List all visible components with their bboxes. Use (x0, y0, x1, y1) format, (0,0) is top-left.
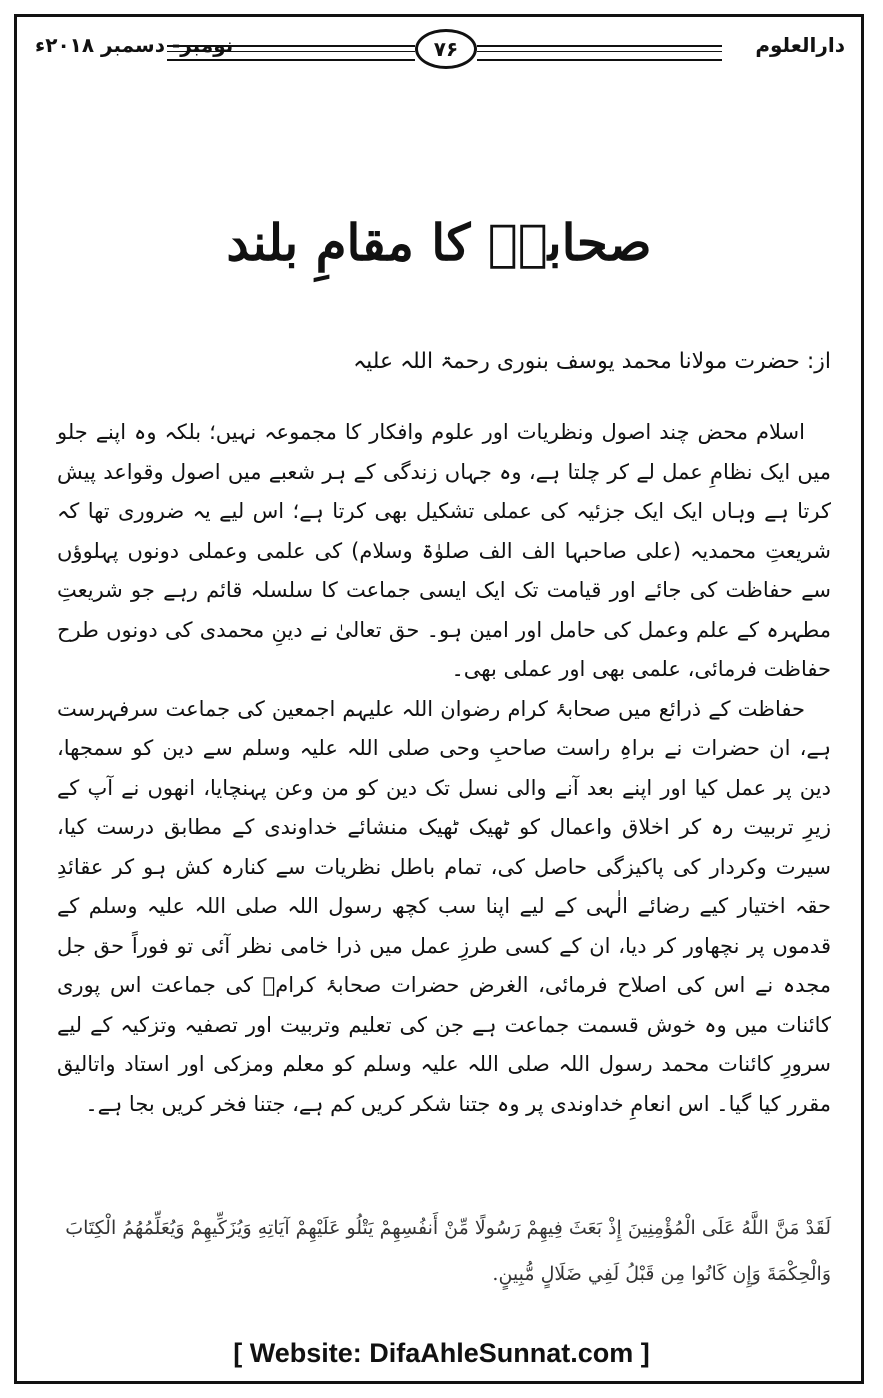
website-footer: [ Website: DifaAhleSunnat.com ] (233, 1338, 650, 1368)
paragraph: حفاظت کے ذرائع میں صحابۂ کرام رضوان اللہ علیہم اجمعین کی جماعت سرفہرست ہے، ان حضرات نے براہِ راست صاحبِ وحی صلی اللہ علیہ وسلم سے دین کو سمجھا، دین پر عمل کیا اور اپنے بعد آنے والی نسل تک دین کو من وعن پہنچایا، انھوں نے آپ کے زیرِ تربیت رہ کر اخلاق واعمال کو ٹھیک ٹھیک منشائے خداوندی کے مطابق درست کیا، سیرت وکردار کی پاکیزگی حاصل کی، تمام باطل نظریات سے کنارہ کش ہو کر عقائدِ حقہ اختیار کیے رضائے الٰہی کے لیے اپنا سب کچھ رسول اللہ صلی اللہ علیہ وسلم کے قدموں پر نچھاور کر دیا، ان کے کسی طرزِ عمل میں ذرا خامی نظر آئی تو فوراً حق جل مجدہ نے اس کی اصلاح فرمائی، الغرض حضرات صحابۂ کرامؓ کی جماعت اس پوری کائنات میں وہ خوش قسمت جماعت ہے جن کی تعلیم وتربیت اور تصفیہ وتزکیہ کے لیے سرورِ کائنات محمد رسول اللہ صلی اللہ علیہ وسلم کو معلم ومزکی اور استاد واتالیق مقرر کیا گیا۔ اس انعامِ خداوندی پر وہ جتنا شکر کریں کم ہے، جتنا فخر کریں بجا ہے۔ (57, 696, 831, 1116)
page-number: ۷۶ (415, 29, 477, 69)
paragraph: اسلام محض چند اصول ونظریات اور علوم وافکار کا مجموعہ نہیں؛ بلکہ وہ اپنے جلو میں ایک نظامِ عمل لے کر چلتا ہے، وہ جہاں زندگی کے ہر شعبے میں اصول وقواعد پیش کرتا ہے وہاں ایک ایک جزئیہ کی عملی تشکیل بھی کرتا ہے؛ اس لیے یہ ضروری تھا کہ شریعتِ محمدیہ (علی صاحبہا الف الف صلوٰۃ وسلام) کی علمی وعملی دونوں پہلوؤں سے حفاظت کی جائے اور قیامت تک ایک ایسی جماعت کا سلسلہ قائم رہے جو شریعتِ مطہرہ کے علم وعمل کی حامل اور امین ہو۔ حق تعالیٰ نے دینِ محمدی کی دونوں طرح حفاظت فرمائی، علمی بھی اور عملی بھی۔ (57, 420, 831, 681)
header-rule-right (477, 45, 722, 61)
page-header (17, 17, 861, 81)
article-body (57, 413, 831, 1124)
page-frame (14, 14, 864, 1384)
article-title: صحابہؓ کا مقامِ بلند (226, 213, 652, 272)
journal-name: دارالعلوم (755, 33, 845, 57)
issue-date: نومبر- دسمبر ۲۰۱۸ء (35, 33, 234, 57)
article-author: از: حضرت مولانا محمد یوسف بنوری رحمۃ اللہ علیہ (353, 349, 831, 374)
quran-verse: لَقَدْ مَنَّ اللَّهُ عَلَى الْمُؤْمِنِينَ إِذْ بَعَثَ فِيهِمْ رَسُولًا مِّنْ أَنفُسِهِمْ يَتْلُو عَلَيْهِمْ آيَاتِهِ وَيُزَكِّيهِمْ وَيُعَلِّمُهُمُ الْكِتَابَ وَالْحِكْمَةَ وَإِن كَانُوا مِن قَبْلُ لَفِي ضَلَالٍ مُّبِينٍ. (65, 1217, 831, 1285)
